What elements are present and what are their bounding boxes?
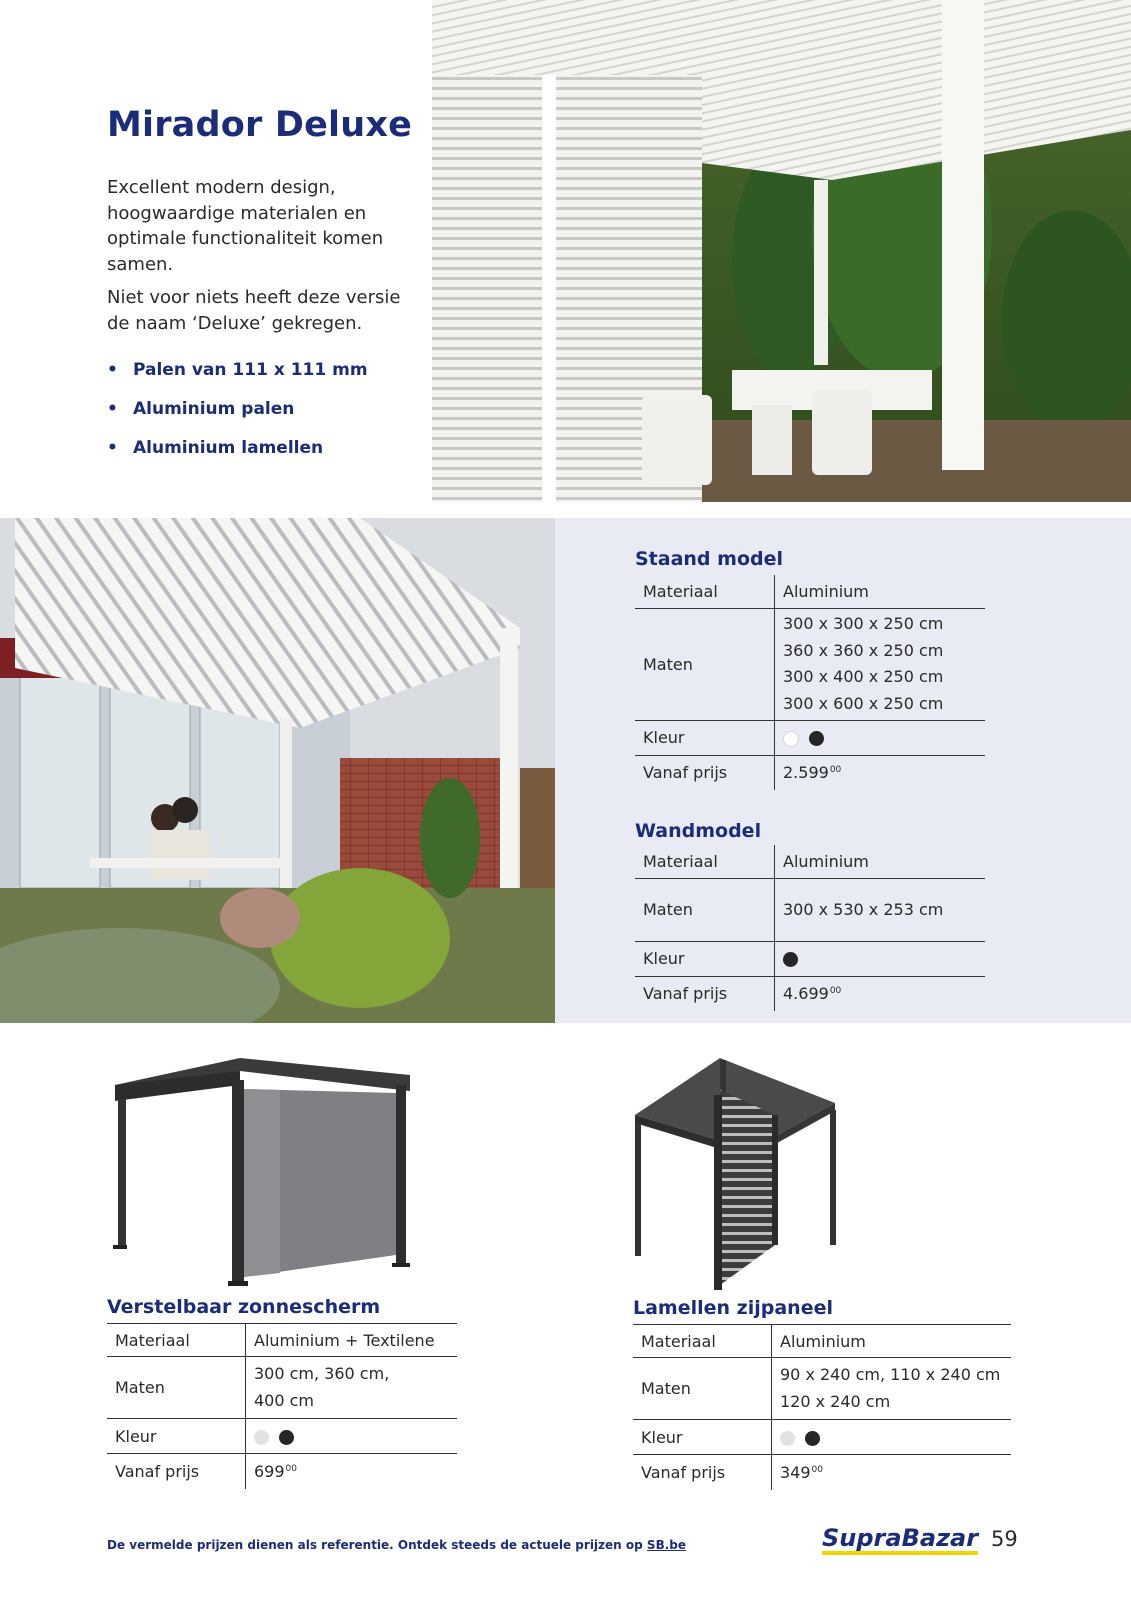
page-title: Mirador Deluxe <box>107 105 413 145</box>
color-swatch-light-grey <box>780 1431 795 1446</box>
spec-label: Maten <box>633 1358 772 1420</box>
spec-row-materiaal <box>635 575 985 608</box>
price <box>246 1454 458 1489</box>
footer-note-text: De vermelde prijzen dienen als referentie. Ontdek steeds de actuele prijzen op <box>107 1538 643 1552</box>
footer-note <box>107 1538 686 1552</box>
maten-line: 300 x 600 x 250 cm <box>783 693 944 713</box>
maten-line: 400 cm <box>254 1390 315 1410</box>
spec-label: Maten <box>635 608 775 720</box>
spec-label: Kleur <box>107 1419 246 1454</box>
color-swatch-black <box>809 731 824 746</box>
spec-label: Vanaf prijs <box>635 976 775 1011</box>
zijpaneel-spec-table <box>633 1324 1011 1490</box>
spec-label: Kleur <box>635 941 775 976</box>
spec-label: Materiaal <box>635 575 775 608</box>
spec-label: Kleur <box>633 1420 772 1455</box>
price-value: 349 <box>780 1462 811 1482</box>
color-swatch-black <box>805 1431 820 1446</box>
spec-row-prijs <box>635 755 985 790</box>
price-cents: 00 <box>285 1463 297 1474</box>
spec-row-prijs <box>107 1454 457 1489</box>
feature-list <box>107 360 368 477</box>
spec-row-maten <box>107 1357 457 1419</box>
maten-line: 90 x 240 cm, 110 x 240 cm <box>780 1365 1001 1384</box>
spec-value: Aluminium <box>780 1331 866 1351</box>
feature-item: • Aluminium lamellen <box>107 438 368 477</box>
color-swatch-black <box>279 1430 294 1445</box>
spec-label: Kleur <box>635 720 775 755</box>
spec-value: Aluminium + Textilene <box>254 1330 435 1350</box>
zonnescherm-title: Verstelbaar zonnescherm <box>107 1296 381 1318</box>
feature-item: • Aluminium palen <box>107 399 368 438</box>
zijpaneel-title: Lamellen zijpaneel <box>633 1297 833 1319</box>
color-swatches <box>775 720 986 755</box>
feature-item: • Palen van 111 x 111 mm <box>107 360 368 399</box>
maten-line: 360 x 360 x 250 cm <box>783 640 944 660</box>
color-swatch-light-grey <box>254 1430 269 1445</box>
spec-row-materiaal <box>107 1324 457 1357</box>
spec-label: Maten <box>635 878 775 941</box>
color-swatches <box>772 1420 1012 1455</box>
spec-value: Aluminium <box>783 581 869 601</box>
color-swatch-white <box>783 731 799 747</box>
spec-row-kleur <box>107 1419 457 1454</box>
spec-label: Vanaf prijs <box>633 1455 772 1490</box>
maten-line: 300 x 400 x 250 cm <box>783 667 944 686</box>
price <box>775 976 986 1011</box>
color-swatches <box>246 1419 458 1454</box>
maten-line: 120 x 240 cm <box>780 1391 891 1411</box>
spec-row-materiaal <box>635 845 985 878</box>
page-number: 59 <box>991 1527 1018 1551</box>
spec-label: Materiaal <box>633 1325 772 1358</box>
sunscreen-product-image <box>110 1055 415 1290</box>
maten-line: 300 x 300 x 250 cm <box>783 614 944 633</box>
price-cents: 00 <box>829 986 842 997</box>
price-cents: 00 <box>811 1464 823 1475</box>
price <box>772 1455 1012 1490</box>
price-value: 4.699 <box>783 984 829 1004</box>
spec-row-maten <box>633 1358 1011 1420</box>
spec-label: Maten <box>107 1357 246 1419</box>
staand-model-spec-table <box>635 575 985 790</box>
spec-row-kleur <box>635 941 985 976</box>
spec-value: 300 x 530 x 253 cm <box>783 900 944 919</box>
pergola-garden-photo <box>432 0 1131 502</box>
spec-label: Vanaf prijs <box>107 1454 246 1489</box>
wandmodel-title: Wandmodel <box>635 820 762 842</box>
spec-value <box>772 1358 1012 1420</box>
spec-value <box>246 1357 458 1419</box>
side-panel-product-image <box>630 1055 860 1290</box>
staand-model-title: Staand model <box>635 548 784 570</box>
maten-line: 300 cm, 360 cm, <box>254 1364 390 1383</box>
intro-text <box>107 175 412 344</box>
zonnescherm-spec-table <box>107 1323 457 1489</box>
spec-label: Vanaf prijs <box>635 755 775 790</box>
intro-paragraph-2: Niet voor niets heeft deze versie de naam ‘Deluxe’ gekregen. <box>107 287 401 334</box>
pergola-terrace-photo <box>0 518 555 1023</box>
spec-row-prijs <box>633 1455 1011 1490</box>
color-swatches <box>775 941 986 976</box>
brand-logo: SupraBazar <box>822 1525 978 1555</box>
spec-row-kleur <box>635 720 985 755</box>
spec-row-kleur <box>633 1420 1011 1455</box>
spec-row-materiaal <box>633 1325 1011 1358</box>
price-value: 2.599 <box>783 763 829 783</box>
spec-row-prijs <box>635 976 985 1011</box>
spec-row-maten <box>635 878 985 941</box>
price <box>775 755 986 790</box>
color-swatch-black <box>783 952 798 967</box>
price-value: 699 <box>254 1461 285 1481</box>
spec-value: Aluminium <box>783 851 869 871</box>
website-link[interactable]: SB.be <box>646 1538 686 1552</box>
spec-label: Materiaal <box>107 1324 246 1357</box>
intro-paragraph-1: Excellent modern design, hoogwaardige materialen en optimale functionaliteit komen samen. <box>107 177 384 275</box>
price-cents: 00 <box>829 765 842 776</box>
spec-value <box>775 608 986 720</box>
spec-row-maten <box>635 608 985 720</box>
wandmodel-spec-table <box>635 845 985 1011</box>
spec-label: Materiaal <box>635 845 775 878</box>
